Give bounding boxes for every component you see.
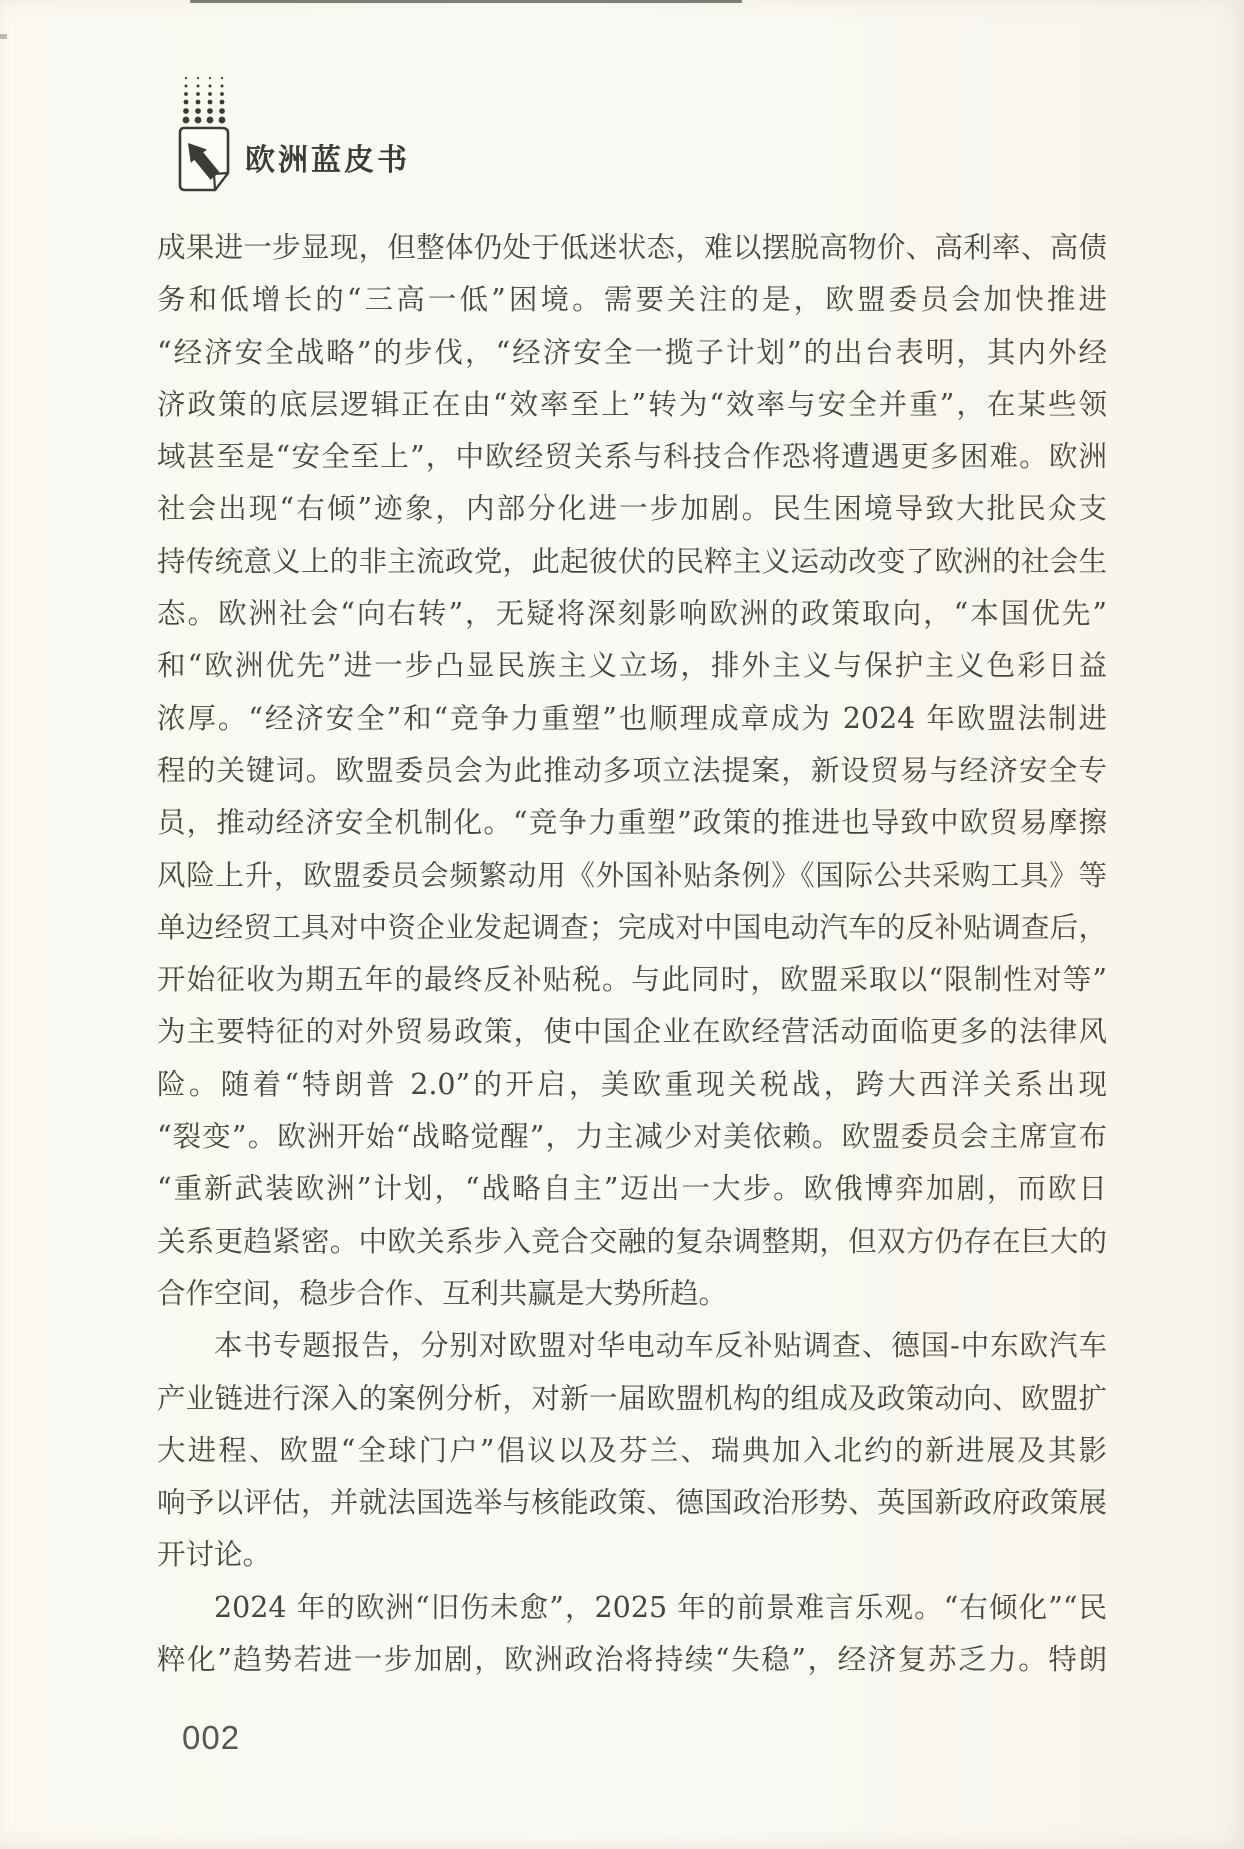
paragraph: [157, 1320, 1107, 1581]
text-line: 态。欧洲社会“向右转”，无疑将深刻影响欧洲的政策取向，“本国优先”: [157, 597, 1107, 631]
text-line: 成果进一步显现，但整体仍处于低迷状态，难以摆脱高物价、高利率、高债: [157, 231, 1107, 264]
text-line: 产业链进行深入的案例分析，对新一届欧盟机构的组成及政策动向、欧盟扩: [157, 1381, 1107, 1415]
text-line: “裂变”。欧洲开始“战略觉醒”，力主减少对美依赖。欧盟委员会主席宣布: [157, 1120, 1107, 1154]
text-line: 开讨论。: [157, 1538, 272, 1572]
text-line: 2024 年的欧洲“旧伤未愈”，2025 年的前景难言乐观。“右倾化”“民: [214, 1590, 1107, 1624]
scan-artifact-speck: [0, 34, 7, 39]
text-line: “经济安全战略”的步伐，“经济安全一揽子计划”的出台表明，其内外经: [157, 335, 1107, 369]
text-line: 风险上升，欧盟委员会频繁动用《外国补贴条例》《国际公共采购工具》等: [157, 858, 1107, 892]
text-line: 险。随着“特朗普 2.0”的开启，美欧重现关税战，跨大西洋关系出现: [157, 1067, 1107, 1101]
text-line: 程的关键词。欧盟委员会为此推动多项立法提案，新设贸易与经济安全专: [157, 753, 1107, 787]
text-line: 本书专题报告，分别对欧盟对华电动车反补贴调查、德国-中东欧汽车: [214, 1329, 1107, 1363]
body-text: [157, 222, 1107, 1686]
paragraph: [157, 1582, 1107, 1687]
text-line: 合作空间，稳步合作、互利共赢是大势所趋。: [157, 1276, 728, 1310]
text-line: 为主要特征的对外贸易政策，使中国企业在欧经营活动面临更多的法律风: [157, 1015, 1107, 1049]
text-line: 浓厚。“经济安全”和“竞争力重塑”也顺理成章成为 2024 年欧盟法制进: [157, 701, 1107, 735]
text-line: 关系更趋紧密。中欧关系步入竞合交融的复杂调整期，但双方仍存在巨大的: [157, 1224, 1107, 1258]
text-line: 大进程、欧盟“全球门户”倡议以及芬兰、瑞典加入北约的新进展及其影: [157, 1433, 1107, 1467]
dot-grid-icon: [183, 77, 226, 123]
text-line: 域甚至是“安全至上”，中欧经贸关系与科技合作恐将遭遇更多困难。欧洲: [157, 440, 1107, 474]
text-line: 济政策的底层逻辑正在由“效率至上”转为“效率与安全并重”，在某些领: [157, 387, 1107, 421]
series-title: 欧洲蓝皮书: [245, 143, 410, 178]
blue-book-logo-icon: [178, 74, 230, 192]
text-line: 开始征收为期五年的最终反补贴税。与此同时，欧盟采取以“限制性对等”: [157, 963, 1107, 997]
text-line: 社会出现“右倾”迹象，内部分化进一步加剧。民生困境导致大批民众支: [157, 492, 1107, 526]
text-line: 粹化”趋势若进一步加剧，欧洲政治将持续“失稳”，经济复苏乏力。特朗: [157, 1643, 1107, 1677]
text-line: 响予以评估，并就法国选举与核能政策、德国政治形势、英国新政府政策展: [157, 1486, 1107, 1520]
paragraph: [157, 222, 1107, 1320]
text-line: 员，推动经济安全机制化。“竞争力重塑”政策的推进也导致中欧贸易摩擦: [157, 806, 1107, 840]
page-icon: [180, 128, 228, 190]
scan-artifact-line: [190, 0, 742, 3]
text-line: 持传统意义上的非主流政党，此起彼伏的民粹主义运动改变了欧洲的社会生: [157, 544, 1107, 578]
text-line: “重新武装欧洲”计划，“战略自主”迈出一大步。欧俄博弈加剧，而欧日: [157, 1172, 1107, 1206]
text-line: 务和低增长的“三高一低”困境。需要关注的是，欧盟委员会加快推进: [157, 283, 1107, 317]
text-line: 和“欧洲优先”进一步凸显民族主义立场，排外主义与保护主义色彩日益: [157, 649, 1107, 683]
page-number: 002: [182, 1719, 241, 1756]
series-logo: [178, 74, 538, 194]
text-line: 单边经贸工具对中资企业发起调查；完成对中国电动汽车的反补贴调查后，: [157, 910, 1107, 944]
